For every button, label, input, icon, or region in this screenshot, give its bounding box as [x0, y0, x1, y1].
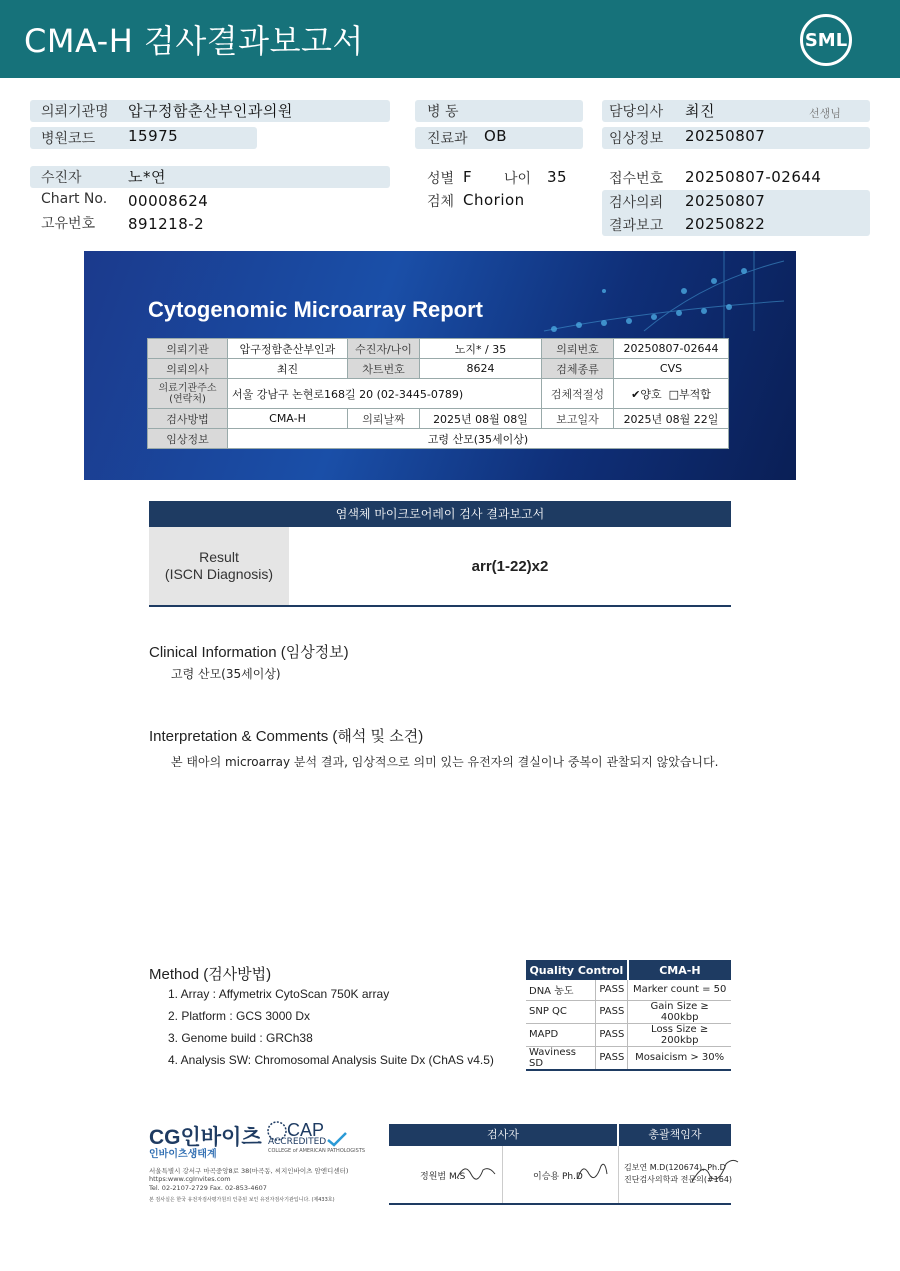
website-line: https:www.cgInvites.com [149, 1175, 231, 1183]
cell: 고령 산모(35세이상) [228, 429, 729, 449]
org-value: 압구정함춘산부인과의원 [128, 102, 293, 120]
table-row [526, 1046, 731, 1070]
clinic-value: 20250807 [685, 127, 766, 145]
cell: 노지* / 35 [420, 339, 542, 359]
signature-icon [575, 1158, 610, 1186]
check-icon: ✔ [631, 387, 641, 401]
recv-value: 20250807-02644 [685, 168, 822, 186]
cell: Gain Size ≥ 400kbp [628, 1000, 731, 1023]
table-row [148, 409, 729, 429]
inspector1-name: 정원범 M.S [420, 1172, 466, 1182]
adequacy-bad: 부적합 [679, 387, 711, 401]
cell: 2025년 08월 22일 [614, 409, 729, 429]
cell: 검체종류 [542, 359, 614, 379]
result-value: arr(1-22)x2 [471, 558, 549, 575]
cell: DNA 농도 [526, 980, 596, 1000]
adequacy-cell [614, 379, 729, 409]
report-title: CMA-H 검사결과보고서 [24, 22, 364, 60]
org-label: 의뢰기관명 [41, 104, 109, 120]
table-row [526, 1023, 731, 1046]
table-row [526, 1000, 731, 1023]
cell: 검사방법 [148, 409, 228, 429]
cell: Marker count = 50 [628, 980, 731, 1000]
dept-label: 진료과 [427, 131, 468, 147]
interp-body: 본 태아의 microarray 분석 결과, 임상적으로 의미 있는 유전자의 결실이나 중복이 관찰되지 않았습니다. [171, 755, 719, 769]
cap-accredited: ACCREDITED [268, 1137, 327, 1147]
result-label-line2: (ISCN Diagnosis) [164, 566, 274, 582]
cell: PASS [596, 1000, 628, 1023]
qc-head: CMA-H [628, 960, 731, 980]
sig-divider [618, 1146, 619, 1203]
address-line: 서울특별시 강서구 마곡중앙8로 38(마곡동, 씨지인바이츠 암엔디센터) [149, 1167, 349, 1175]
cell: 임상정보 [148, 429, 228, 449]
patient-label: 수진자 [41, 170, 82, 186]
adequacy-good: 양호 [640, 387, 662, 401]
table-row [148, 429, 729, 449]
cell: CVS [614, 359, 729, 379]
cell: Waviness SD [526, 1046, 596, 1070]
dept-value: OB [484, 127, 508, 145]
table-row [148, 339, 729, 359]
inspector-header: 검사자 [389, 1124, 617, 1146]
clinic-label: 임상정보 [609, 131, 664, 147]
cell: 의뢰의사 [148, 359, 228, 379]
cap-college: COLLEGE of AMERICAN PATHOLOGISTS [268, 1148, 366, 1154]
cell: 검체적절성 [542, 379, 614, 409]
cell: 서울 강남구 논현로168길 20 (02-3445-0789) [228, 379, 542, 409]
info-patient-pill [30, 166, 390, 188]
inspector2-name: 이승용 Ph.D [533, 1172, 583, 1182]
specimen-label: 검체 [427, 194, 455, 210]
cell: MAPD [526, 1023, 596, 1046]
req-value: 20250807 [685, 192, 766, 210]
cell: SNP QC [526, 1000, 596, 1023]
sml-logo-text: SML [804, 30, 848, 51]
cell: Loss Size ≥ 200kbp [628, 1023, 731, 1046]
clinical-title: Clinical Information (임상정보) [149, 644, 349, 661]
uid-value: 891218-2 [128, 215, 205, 233]
method-title: Method (검사방법) [149, 966, 272, 983]
sex-label: 성별 [427, 171, 455, 187]
cell: 최진 [228, 359, 348, 379]
patient-value: 노*연 [128, 168, 166, 186]
cell: CMA-H [228, 409, 348, 429]
cell: PASS [596, 1046, 628, 1070]
age-label: 나이 [504, 171, 532, 187]
rep-label: 결과보고 [609, 218, 664, 234]
clinical-body: 고령 산모(35세이상) [171, 667, 281, 681]
banner-title: Cytogenomic Microarray Report [148, 297, 483, 322]
table-row [148, 359, 729, 379]
recv-label: 접수번호 [609, 171, 664, 187]
phone-line: Tel. 02-2107-2729 Fax. 02-853-4607 [149, 1184, 267, 1192]
cap-logo: CAP [287, 1120, 325, 1140]
code-value: 15975 [128, 127, 179, 145]
cg-invites-sub: 인바이츠생태계 [149, 1149, 217, 1160]
result-header: 염색체 마이크로어레이 검사 결과보고서 [149, 501, 731, 527]
banner-info-table [147, 338, 729, 449]
qc-head: Quality Control [526, 960, 628, 980]
rep-value: 20250822 [685, 215, 766, 233]
cell: PASS [596, 980, 628, 1000]
sig-divider [502, 1146, 503, 1203]
cell: 의뢰번호 [542, 339, 614, 359]
sml-logo [800, 14, 852, 66]
uid-label: 고유번호 [41, 216, 96, 232]
table-row [526, 960, 731, 980]
doctor-suffix: 선생님 [809, 107, 841, 120]
method-item: 2. Platform : GCS 3000 Dx [168, 1009, 311, 1023]
specimen-value: Chorion [463, 191, 525, 209]
cma-report-banner [84, 251, 796, 480]
cell: PASS [596, 1023, 628, 1046]
sex-value: F [463, 168, 473, 186]
cell: 의료기관주소 (연락처) [148, 379, 228, 409]
check-icon [326, 1131, 348, 1147]
chart-value: 00008624 [128, 192, 209, 210]
cg-invites-logo: CG인바이츠 [149, 1126, 262, 1149]
doctor-label: 담당의사 [609, 104, 664, 120]
method-item: 1. Array : Affymetrix CytoScan 750K array [168, 987, 390, 1001]
signature-icon [690, 1156, 740, 1188]
cell: 보고일자 [542, 409, 614, 429]
cell: Mosaicism > 30% [628, 1046, 731, 1070]
cell: 차트번호 [348, 359, 420, 379]
signature-icon [455, 1160, 500, 1186]
req-label: 검사의뢰 [609, 195, 664, 211]
chart-label: Chart No. [41, 191, 108, 207]
cell: 의뢰기관 [148, 339, 228, 359]
qc-table [526, 960, 731, 1071]
header-bar [0, 0, 900, 78]
cell: 8624 [420, 359, 542, 379]
code-label: 병원코드 [41, 131, 96, 147]
method-item: 3. Genome build : GRCh38 [168, 1031, 313, 1045]
doctor-value: 최진 [685, 102, 715, 120]
director-name: 김보연 M.D(120674), Ph.D [624, 1163, 726, 1172]
age-value: 35 [547, 168, 568, 186]
sig-bottom-line [389, 1203, 731, 1205]
ward-label: 병 동 [427, 104, 459, 120]
method-item: 4. Analysis SW: Chromosomal Analysis Suite Dx (ChAS v4.5) [168, 1053, 494, 1067]
cell: 20250807-02644 [614, 339, 729, 359]
checkbox-empty-icon: □ [668, 387, 679, 401]
result-label [149, 527, 289, 606]
table-row [526, 980, 731, 1000]
cell: 2025년 08월 08일 [420, 409, 542, 429]
result-label-line1: Result [199, 549, 239, 565]
director-header: 총괄책임자 [619, 1124, 731, 1146]
interp-title: Interpretation & Comments (해석 및 소견) [149, 728, 424, 745]
director-title: 진단검사의학과 전문의(#164) [624, 1175, 733, 1184]
cell: 수진자/나이 [348, 339, 420, 359]
cert-line: 본 검사실은 한국 유전자검사평가원의 인증된 보인 유전자검사기관입니다. (제433호) [149, 1197, 335, 1203]
result-divider [149, 605, 731, 607]
cell: 의뢰날짜 [348, 409, 420, 429]
cell: 압구정함춘산부인과 [228, 339, 348, 359]
table-row [148, 379, 729, 409]
